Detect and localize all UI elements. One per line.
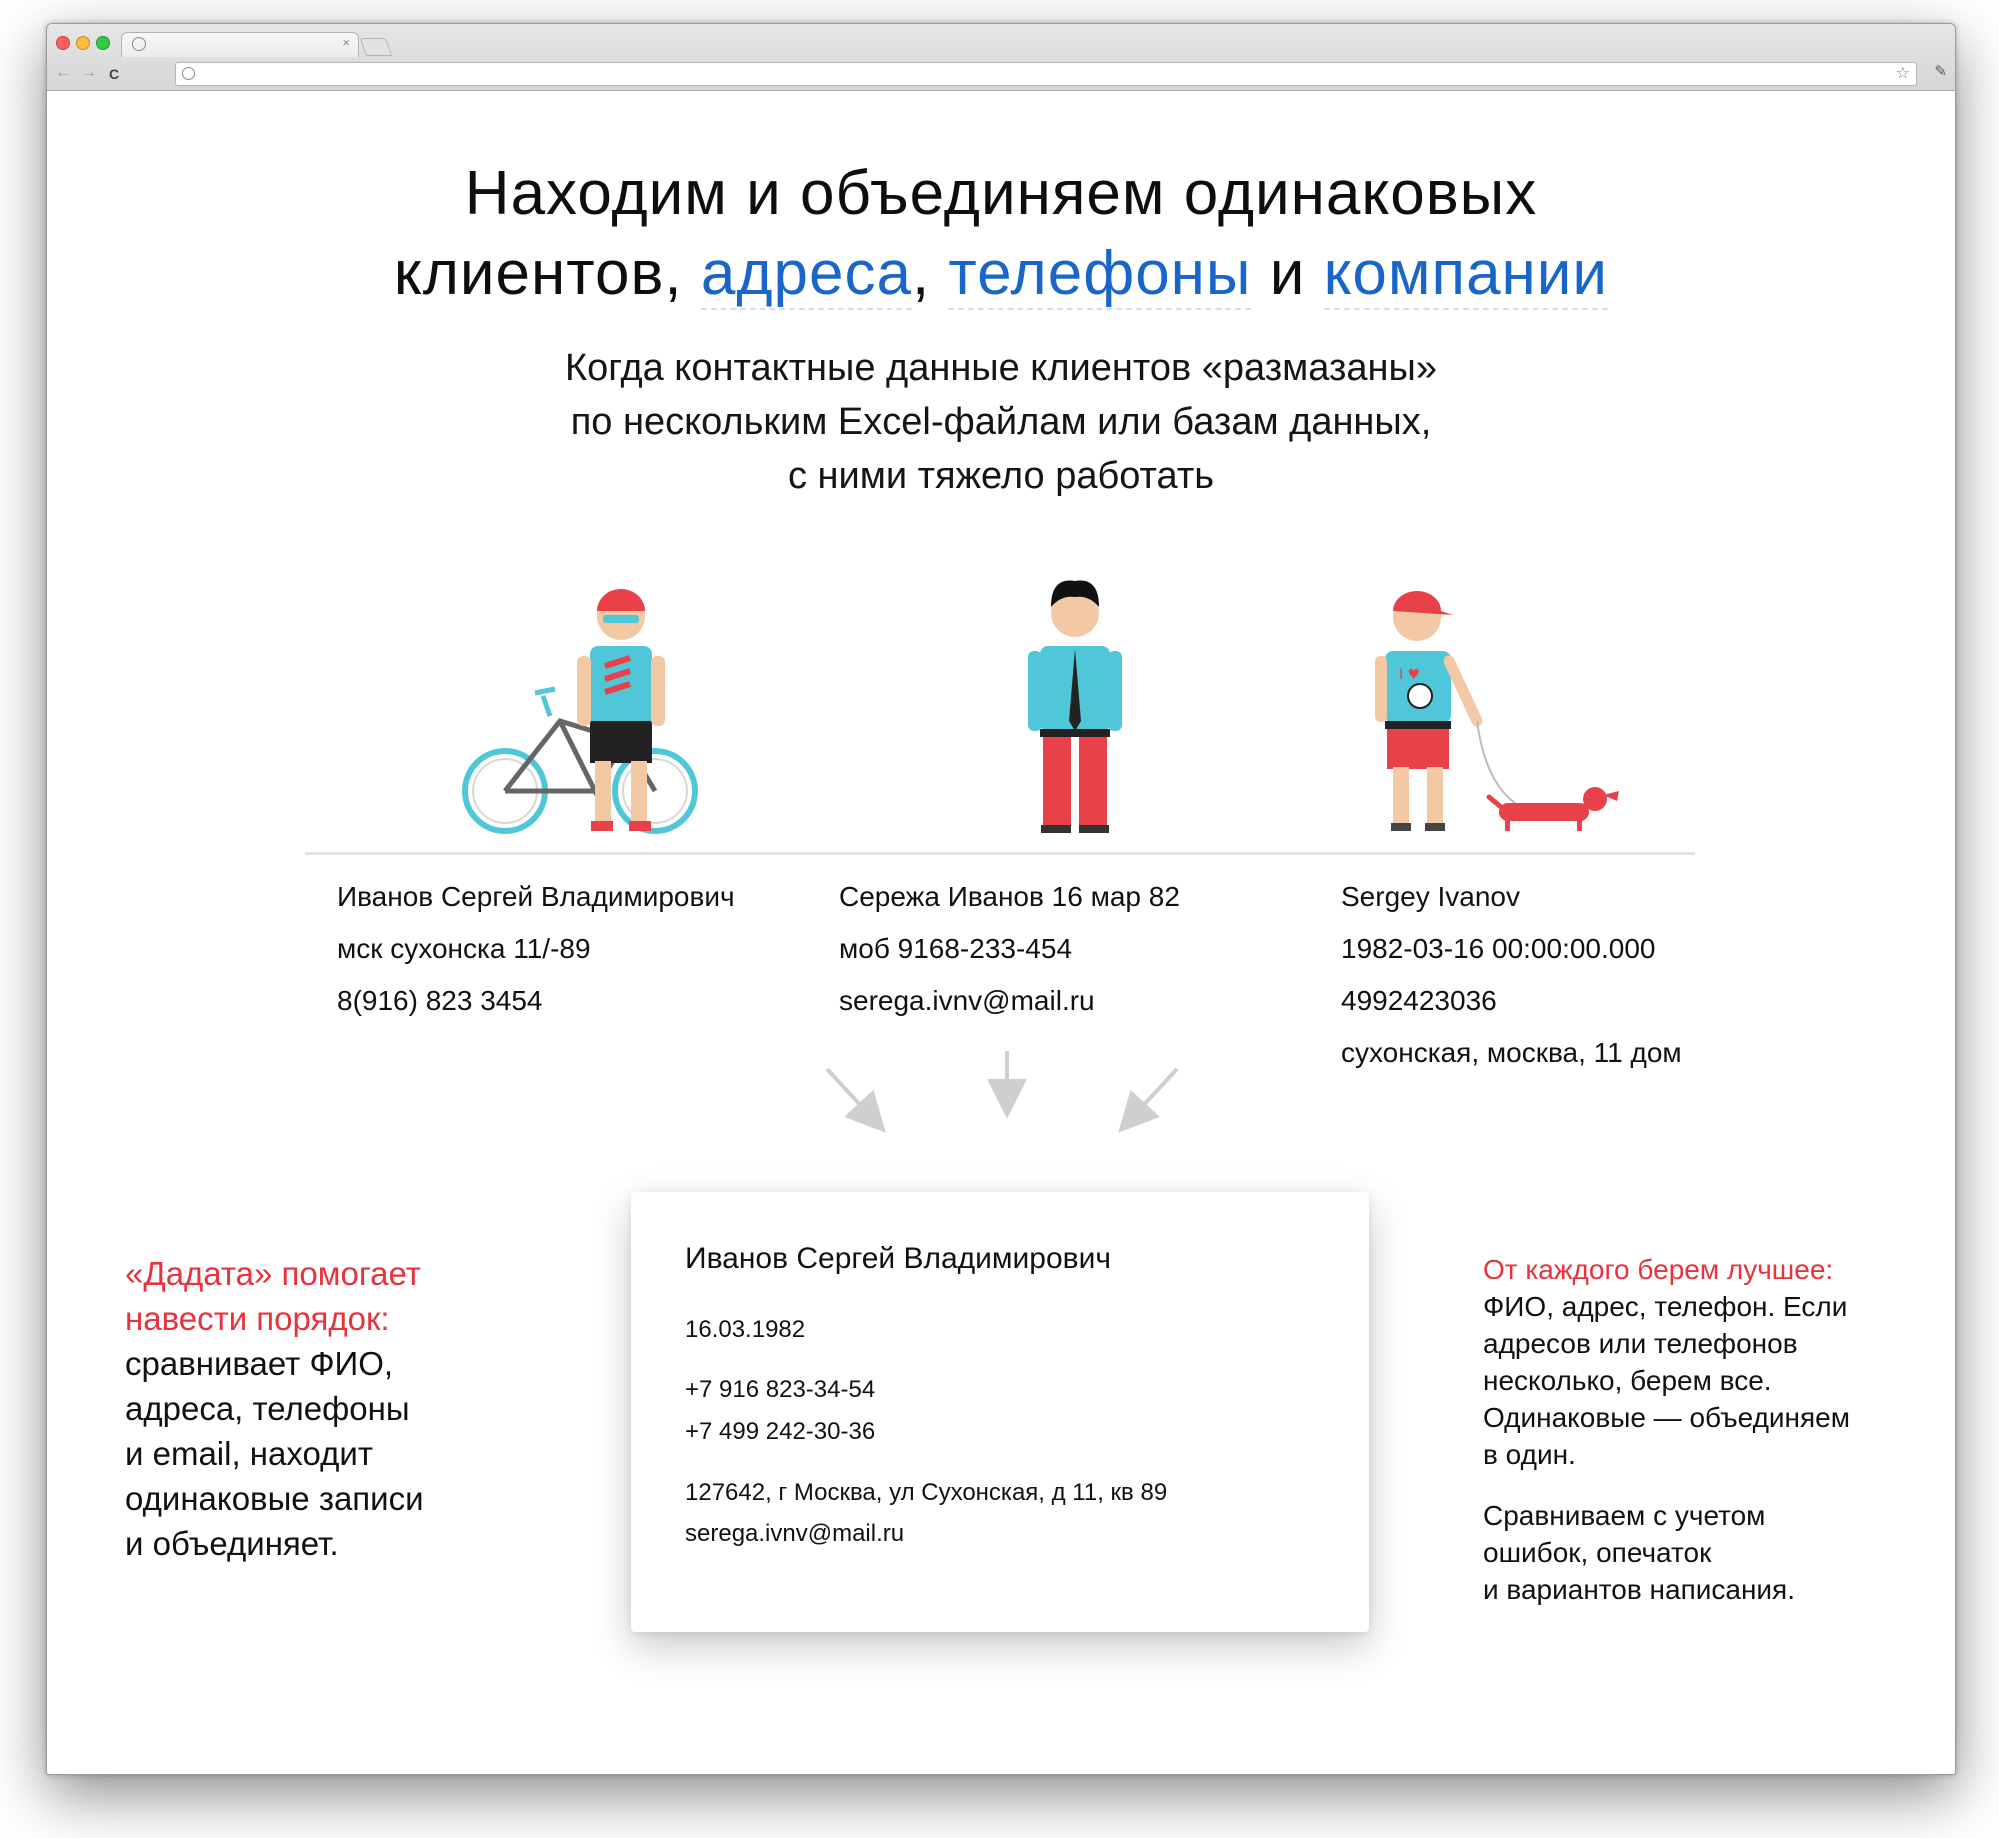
record-2-line-3: serega.ivnv@mail.ru xyxy=(839,985,1095,1016)
subtitle-line-3: с ними тяжело работать xyxy=(787,455,1215,497)
page-info-icon[interactable] xyxy=(182,67,195,80)
close-tab-icon[interactable]: × xyxy=(342,35,350,50)
browser-tab[interactable] xyxy=(121,32,359,57)
arrow-left-icon xyxy=(827,1069,875,1121)
left-highlight-1: «Дадата» помогает xyxy=(125,1255,421,1292)
right-p1-line-1: ФИО, адрес, телефон. Если xyxy=(1483,1291,1848,1322)
wrench-menu-icon[interactable]: ✎ xyxy=(1934,63,1947,80)
title-and: и xyxy=(1251,239,1324,308)
record-card-2 xyxy=(839,871,1180,1027)
left-description xyxy=(125,1251,525,1566)
address-bar[interactable] xyxy=(175,62,1917,86)
right-p2-line-1: Сравниваем с учетом xyxy=(1483,1500,1766,1531)
forward-arrow-icon[interactable]: → xyxy=(81,64,97,81)
reload-icon[interactable]: C xyxy=(109,66,120,82)
people-illustration xyxy=(305,571,1705,851)
subtitle-line-2: по нескольким Excel-файлам или базам данных, xyxy=(570,401,1432,443)
title-prefix: клиентов, xyxy=(393,239,701,308)
back-arrow-icon[interactable]: ← xyxy=(55,64,71,81)
left-line-1: сравнивает ФИО, xyxy=(125,1345,394,1382)
left-line-2: адреса, телефоны xyxy=(125,1390,410,1427)
browser-window xyxy=(46,23,1956,1775)
subtitle-line-1: Когда контактные данные клиентов «размазаны» xyxy=(565,347,1437,389)
right-p2-line-3: и вариантов написания. xyxy=(1483,1574,1795,1605)
addresses-link[interactable]: адреса xyxy=(700,239,912,308)
dog-walker-figure xyxy=(1375,591,1619,831)
merged-phone-1: +7 916 823-34-54 xyxy=(685,1376,876,1403)
close-window-button[interactable] xyxy=(56,36,70,50)
record-3-line-4: сухонская, москва, 11 дом xyxy=(1341,1037,1682,1068)
merged-address: 127642, г Москва, ул Сухонская, д 11, кв 89 xyxy=(685,1479,1168,1506)
record-2-line-2: моб 9168-233-454 xyxy=(839,933,1073,964)
left-line-3: и email, находит xyxy=(125,1435,373,1472)
new-tab-button[interactable] xyxy=(360,38,393,56)
record-1-line-1: Иванов Сергей Владимирович xyxy=(337,881,735,912)
record-3-line-3: 4992423036 xyxy=(1341,985,1497,1016)
right-p1-line-2: адресов или телефонов xyxy=(1483,1328,1798,1359)
page-title xyxy=(47,154,1955,314)
ground-line xyxy=(305,852,1695,855)
title-line-2 xyxy=(47,234,1955,314)
right-paragraph-1 xyxy=(1483,1251,1943,1473)
browser-toolbar xyxy=(47,58,1955,90)
record-card-3 xyxy=(1341,871,1682,1079)
record-2-line-1: Сережа Иванов 16 мар 82 xyxy=(839,881,1180,912)
window-controls xyxy=(56,36,110,50)
right-description xyxy=(1483,1251,1943,1632)
record-1-line-2: мск сухонска 11/-89 xyxy=(337,933,591,964)
right-p2-line-2: ошибок, опечаток xyxy=(1483,1537,1712,1568)
right-p1-line-4: Одинаковые — объединяем xyxy=(1483,1402,1851,1433)
record-1-line-3: 8(916) 823 3454 xyxy=(337,985,543,1016)
merged-record-card xyxy=(631,1192,1369,1632)
merged-email: serega.ivnv@mail.ru xyxy=(685,1520,905,1547)
cyclist-figure xyxy=(465,589,695,831)
right-p1-line-3: несколько, берем все. xyxy=(1483,1365,1772,1396)
title-line-1: Находим и объединяем одинаковых xyxy=(464,159,1538,228)
page-content xyxy=(47,91,1955,1774)
merged-name: Иванов Сергей Владимирович xyxy=(685,1242,1112,1275)
right-p1-line-5: в один. xyxy=(1483,1439,1576,1470)
bookmark-star-icon[interactable]: ☆ xyxy=(1895,65,1910,82)
svg-text:I ♥: I ♥ xyxy=(1399,667,1421,683)
arrow-right-icon xyxy=(1129,1069,1177,1121)
left-line-4: одинаковые записи xyxy=(125,1480,424,1517)
minimize-window-button[interactable] xyxy=(76,36,90,50)
browser-chrome xyxy=(47,24,1955,91)
globe-icon xyxy=(132,37,146,51)
businessman-figure xyxy=(1028,581,1122,833)
companies-link[interactable]: компании xyxy=(1323,239,1609,308)
merge-arrows xyxy=(817,1051,1237,1171)
subtitle xyxy=(47,341,1955,503)
merged-birth-date: 16.03.1982 xyxy=(685,1316,806,1343)
record-card-1 xyxy=(337,871,735,1027)
right-paragraph-2 xyxy=(1483,1497,1943,1608)
left-line-5: и объединяет. xyxy=(125,1525,339,1562)
phones-link[interactable]: телефоны xyxy=(948,239,1252,308)
record-3-line-2: 1982-03-16 00:00:00.000 xyxy=(1341,933,1656,964)
title-comma: , xyxy=(911,239,949,308)
zoom-window-button[interactable] xyxy=(96,36,110,50)
left-highlight-2: навести порядок: xyxy=(125,1300,390,1337)
record-3-line-1: Sergey Ivanov xyxy=(1341,881,1520,912)
right-highlight: От каждого берем лучшее: xyxy=(1483,1254,1834,1285)
merged-phone-2: +7 499 242-30-36 xyxy=(685,1418,876,1445)
